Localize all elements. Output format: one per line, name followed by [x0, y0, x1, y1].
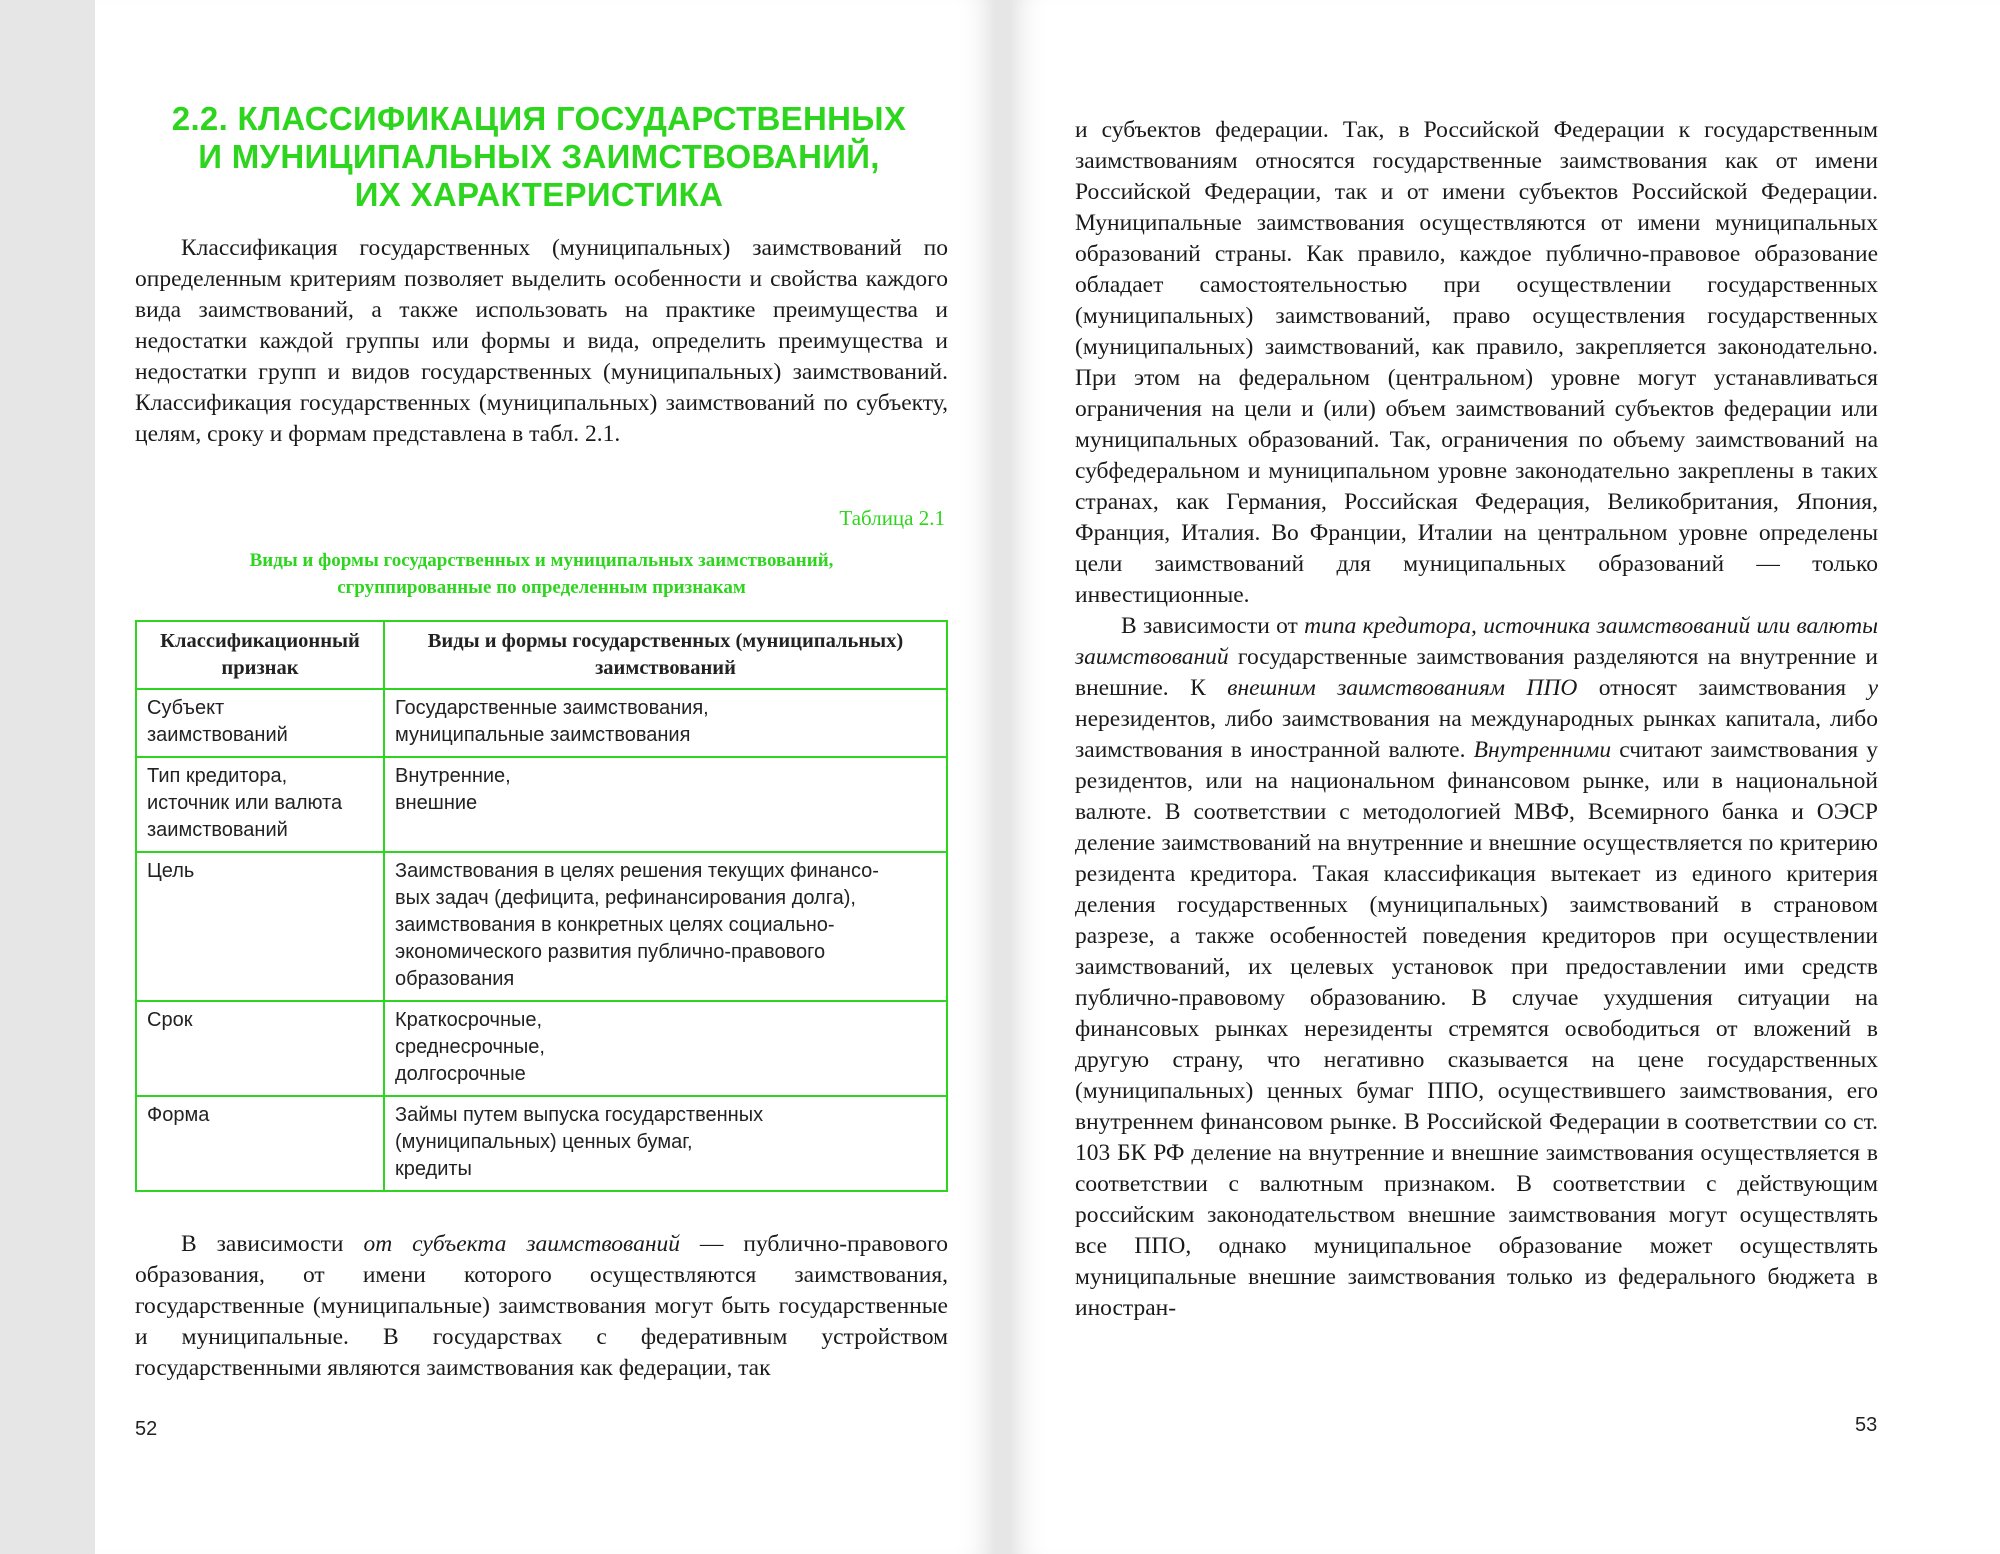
- italic-term: Внутренними: [1473, 737, 1612, 763]
- row-feature-cell: [136, 852, 384, 1001]
- intro-text: [135, 233, 948, 450]
- cell-line: Займы путем выпуска государственных: [395, 1104, 764, 1126]
- text-run: государственные заимствования разделяются на внутренние и внешние. К: [1075, 644, 1878, 701]
- cell-line: внешние: [395, 792, 478, 814]
- cell-line: Тип кредитора,: [147, 765, 288, 787]
- cell-line: Государственные заимствования,: [395, 697, 709, 719]
- table-row: [136, 757, 947, 852]
- cell-line: долгосрочные: [395, 1063, 526, 1085]
- classification-table: [135, 620, 948, 1192]
- italic-term: у: [1867, 675, 1878, 701]
- italic-term: типа кредитора, источника заимствований или валюты заимствований: [1075, 613, 1878, 670]
- text-run: относят заимствования: [1577, 675, 1868, 701]
- page-number-left: 52: [135, 1418, 158, 1440]
- text-run: считают заимствования у резидентов, или на национальном финансовом рынке, или в национальной валюте. В соответствии с методологией МВФ, Всемирного банка и ОЭСР деление заимствований на внутренние и внешние осуществляется по критерию резидента кредитора. Такая классификация вытекает из единого критерия деления государственных (муниципальных) заимствований в страновом разрезе, а также особенностей поведения кредиторов при осуществлении заимствований, их целевых установок при предоставлении ими средств публично-правовому образованию. В случае ухудшения ситуации на финансовых рынках нерезиденты стремятся освободиться от вложений в другую страну, что негативно сказывается на цене государственных (муниципальных) ценных бумаг ППО, осуществившего заимствования, его внутреннем финансовом рынке. В Российской Федерации в соответствии со ст. 103 БК РФ деление на внутренние и внешние заимствования осуществляется в соответствии с валютным признаком. В соответствии с действующим российским законодательством внешние заимствования могут осуществлять все ППО, однако муниципальное образование может осуществлять муниципальные внешние заимствования только из федерального бюджета в иностран-: [1075, 737, 1878, 1321]
- creditor-type-paragraph: [1075, 611, 1878, 1324]
- text-run: В зависимости: [181, 1231, 364, 1257]
- cell-line: Внутренние,: [395, 765, 511, 787]
- cell-line: экономического развития публично-правового: [395, 941, 826, 963]
- row-value-cell: [384, 1001, 947, 1096]
- table-row: [136, 1001, 947, 1096]
- intro-paragraph: Классификация государственных (муниципальных) заимствований по определенным критериям позволяет выделить особенности и свойства каждого вида заимствований, а также использовать на практике преимущества и недостатки каждой группы или формы и вида, определить преимущества и недостатки групп и видов государственных (муниципальных) заимствований. Классификация государственных (муниципальных) заимствований по субъекту, целям, сроку и формам представлена в табл. 2.1.: [135, 235, 948, 447]
- right-page-text: [1075, 115, 1878, 1324]
- cell-line: источник или валюта: [147, 792, 343, 814]
- cell-line: среднесрочные,: [395, 1036, 545, 1058]
- table-title-line-1: Виды и формы государственных и муниципальных заимствований,: [249, 550, 834, 571]
- cell-line: кредиты: [395, 1158, 472, 1180]
- row-feature-cell: [136, 757, 384, 852]
- cell-line: Срок: [147, 1009, 193, 1031]
- italic-term: внешним заимствованиям ППО: [1227, 675, 1578, 701]
- table-row: [136, 689, 947, 757]
- cell-line: Форма: [147, 1104, 210, 1126]
- row-feature-cell: [136, 689, 384, 757]
- italic-term: от субъекта заимствований: [363, 1231, 680, 1257]
- section-title-line-2: И МУНИЦИПАЛЬНЫХ ЗАИМСТВОВАНИЙ,: [198, 138, 880, 175]
- section-title-line-1: 2.2. КЛАССИФИКАЦИЯ ГОСУДАРСТВЕННЫХ: [171, 100, 907, 137]
- cell-line: заимствования в конкретных целях социально-: [395, 914, 835, 936]
- cell-line: вых задач (дефицита, рефинансирования долга),: [395, 887, 856, 909]
- subject-paragraph: [135, 1229, 948, 1384]
- cell-line: Краткосрочные,: [395, 1009, 543, 1031]
- row-value-cell: [384, 1096, 947, 1191]
- page-number-right: 53: [1855, 1414, 1878, 1436]
- row-value-cell: [384, 757, 947, 852]
- table-title: [135, 547, 948, 601]
- cell-line: муниципальные заимствования: [395, 724, 691, 746]
- cell-line: Цель: [147, 860, 195, 882]
- continued-paragraph: и субъектов федерации. Так, в Российской Федерации к государственным заимствованиям относятся государственные заимствования как от имени Российской Федерации, так и от имени субъектов Российской Федерации. Муниципальные заимствования осуществляются от имени муниципальных образований страны. Как правило, каждое публично-правовое образование обладает самостоятельностью при осуществлении государственных (муниципальных) заимствований, право осуществления государственных (муниципальных) заимствований, как правило, закрепляется законодательно. При этом на федеральном (центральном) уровне могут устанавливаться ограничения на цели и (или) объем заимствований субъектов федерации или муниципальных образований. Так, ограничения по объему заимствований на субфедеральном и муниципальном уровне законодательно закреплены в таких странах, как Германия, Российская Федерация, Великобритания, Япония, Франция, Италия. Во Франции, Италии на центральном уровне определены цели заимствований для муниципальных образований — только инвестиционные.: [1075, 117, 1878, 608]
- section-title: [135, 100, 943, 214]
- cell-line: заимствований: [147, 724, 288, 746]
- header-feature: Классификационный признак: [136, 621, 384, 689]
- table-header-row: [136, 621, 947, 689]
- table-caption: Таблица 2.1: [839, 506, 945, 530]
- section-title-line-3: ИХ ХАРАКТЕРИСТИКА: [354, 176, 724, 213]
- cell-line: заимствований: [147, 819, 288, 841]
- cell-line: (муниципальных) ценных бумаг,: [395, 1131, 693, 1153]
- subject-text: [135, 1229, 948, 1384]
- row-feature-cell: [136, 1096, 384, 1191]
- cell-line: Заимствования в целях решения текущих финансо-: [395, 860, 879, 882]
- text-run: нерезидентов, либо заимствования на международных рынках капитала, либо заимствования в иностранной валюте.: [1075, 706, 1878, 763]
- row-feature-cell: [136, 1001, 384, 1096]
- table-row: [136, 1096, 947, 1191]
- row-value-cell: [384, 852, 947, 1001]
- table-title-line-2: сгруппированные по определенным признакам: [337, 577, 746, 598]
- cell-line: Субъект: [147, 697, 225, 719]
- table-row: [136, 852, 947, 1001]
- text-run: В зависимости от: [1121, 613, 1305, 639]
- header-forms: Виды и формы государственных (муниципальных) заимствований: [384, 621, 947, 689]
- text-run: — публично-правового образования, от имени которого осуществляются заимствования, государственные (муниципальные) заимствования могут быть государственные и муниципальные. В государствах с федеративным устройством государственными являются заимствования как федерации, так: [135, 1231, 948, 1381]
- cell-line: образования: [395, 968, 515, 990]
- row-value-cell: [384, 689, 947, 757]
